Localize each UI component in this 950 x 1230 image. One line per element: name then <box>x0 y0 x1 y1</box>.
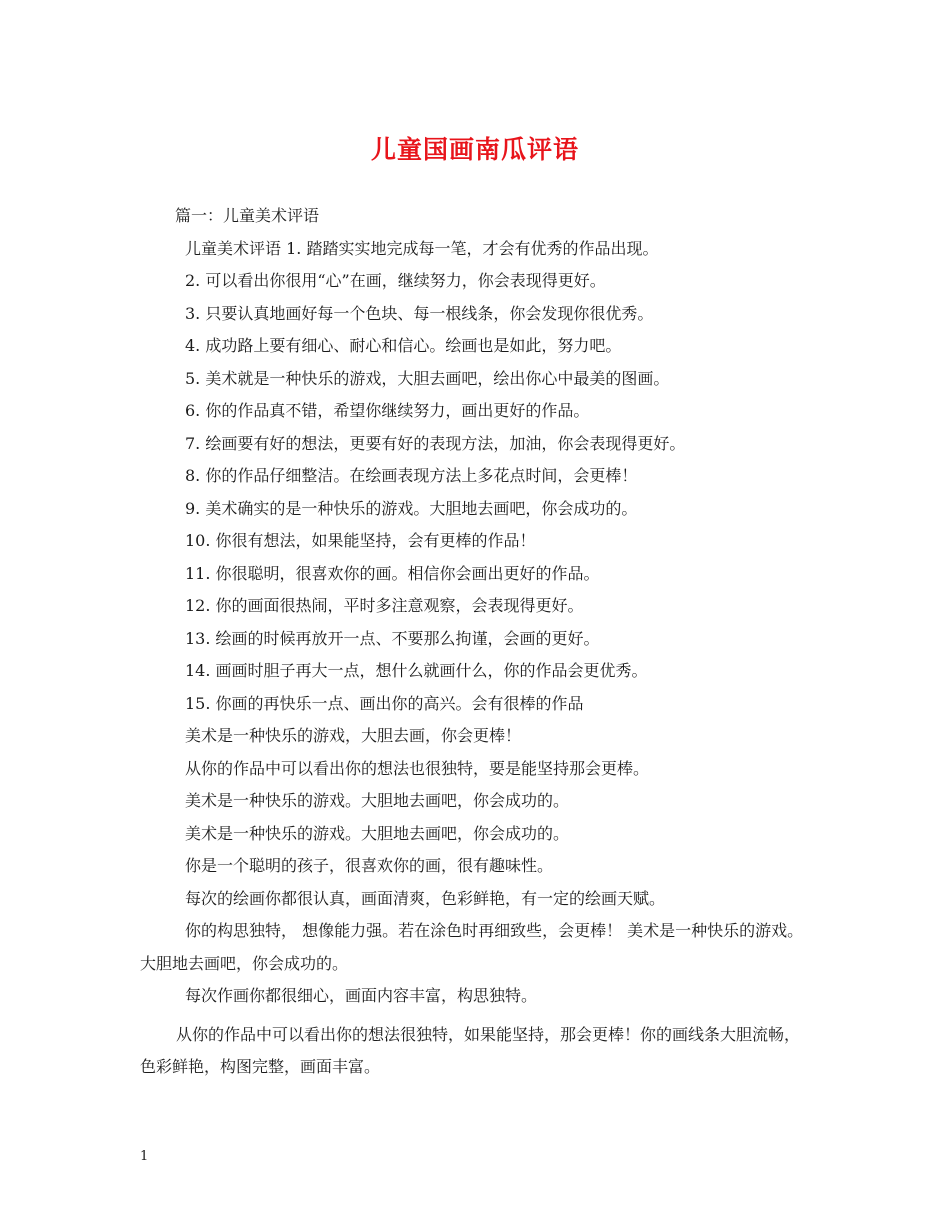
body-line: 7. 绘画要有好的想法，更要有好的表现方法，加油，你会表现得更好。 <box>185 433 686 453</box>
body-line: 每次的绘画你都很认真，画面清爽，色彩鲜艳，有一定的绘画天赋。 <box>185 888 666 908</box>
body-line: 14. 画画时胆子再大一点，想什么就画什么，你的作品会更优秀。 <box>185 661 648 680</box>
body-line: 11. 你很聪明，很喜欢你的画。相信你会画出更好的作品。 <box>185 563 600 583</box>
body-line: 6. 你的作品真不错，希望你继续努力，画出更好的作品。 <box>185 401 590 420</box>
body-line: 15. 你画的再快乐一点、画出你的高兴。会有很棒的作品 <box>185 693 584 713</box>
body-line: 10. 你很有想法，如果能坚持，会有更棒的作品！ <box>185 531 536 550</box>
body-line: 2. 可以看出你很用“心”在画，继续努力，你会表现得更好。 <box>185 271 606 290</box>
body-line: 美术是一种快乐的游戏。大胆地去画吧，你会成功的。 <box>185 791 570 810</box>
document-body <box>140 206 812 1084</box>
body-line: 4. 成功路上要有细心、耐心和信心。绘画也是如此，努力吧。 <box>185 336 622 355</box>
body-line: 美术是一种快乐的游戏。大胆地去画吧，你会成功的。 <box>185 823 570 843</box>
body-line: 美术是一种快乐的游戏，大胆去画，你会更棒！ <box>185 726 522 745</box>
page-number: 1 <box>140 1149 149 1164</box>
body-line: 8. 你的作品仔细整洁。在绘画表现方法上多花点时间，会更棒！ <box>185 466 638 485</box>
body-paragraph: 从你的作品中可以看出你的想法很独特，如果能坚持，那会更棒！你的画线条大胆流畅，色彩鲜艳，构图完整，画面丰富。 <box>140 1024 801 1076</box>
body-paragraph: 你的构思独特， 想像能力强。若在涂色时再细致些，会更棒！ 美术是一种快乐的游戏。大胆地去画吧，你会成功的。 <box>140 921 804 973</box>
body-line: 3. 只要认真地画好每一个色块、每一根线条，你会发现你很优秀。 <box>185 303 654 323</box>
body-line: 你是一个聪明的孩子，很喜欢你的画，很有趣味性。 <box>185 856 554 875</box>
body-line: 5. 美术就是一种快乐的游戏，大胆去画吧，绘出你心中最美的图画。 <box>185 368 670 388</box>
body-line: 13. 绘画的时候再放开一点、不要那么拘谨，会画的更好。 <box>185 628 600 648</box>
section-heading: 篇一：儿童美术评语 <box>175 206 320 225</box>
body-line: 从你的作品中可以看出你的想法也很独特，要是能坚持那会更棒。 <box>185 758 650 778</box>
body-line: 每次作画你都很细心，画面内容丰富，构思独特。 <box>185 986 538 1005</box>
body-line: 12. 你的画面很热闹，平时多注意观察，会表现得更好。 <box>185 596 584 615</box>
document-title: 儿童国画南瓜评语 <box>370 135 579 164</box>
body-line: 儿童美术评语 1. 踏踏实实地完成每一笔，才会有优秀的作品出现。 <box>185 238 659 258</box>
body-line: 9. 美术确实的是一种快乐的游戏。大胆地去画吧，你会成功的。 <box>185 498 638 518</box>
